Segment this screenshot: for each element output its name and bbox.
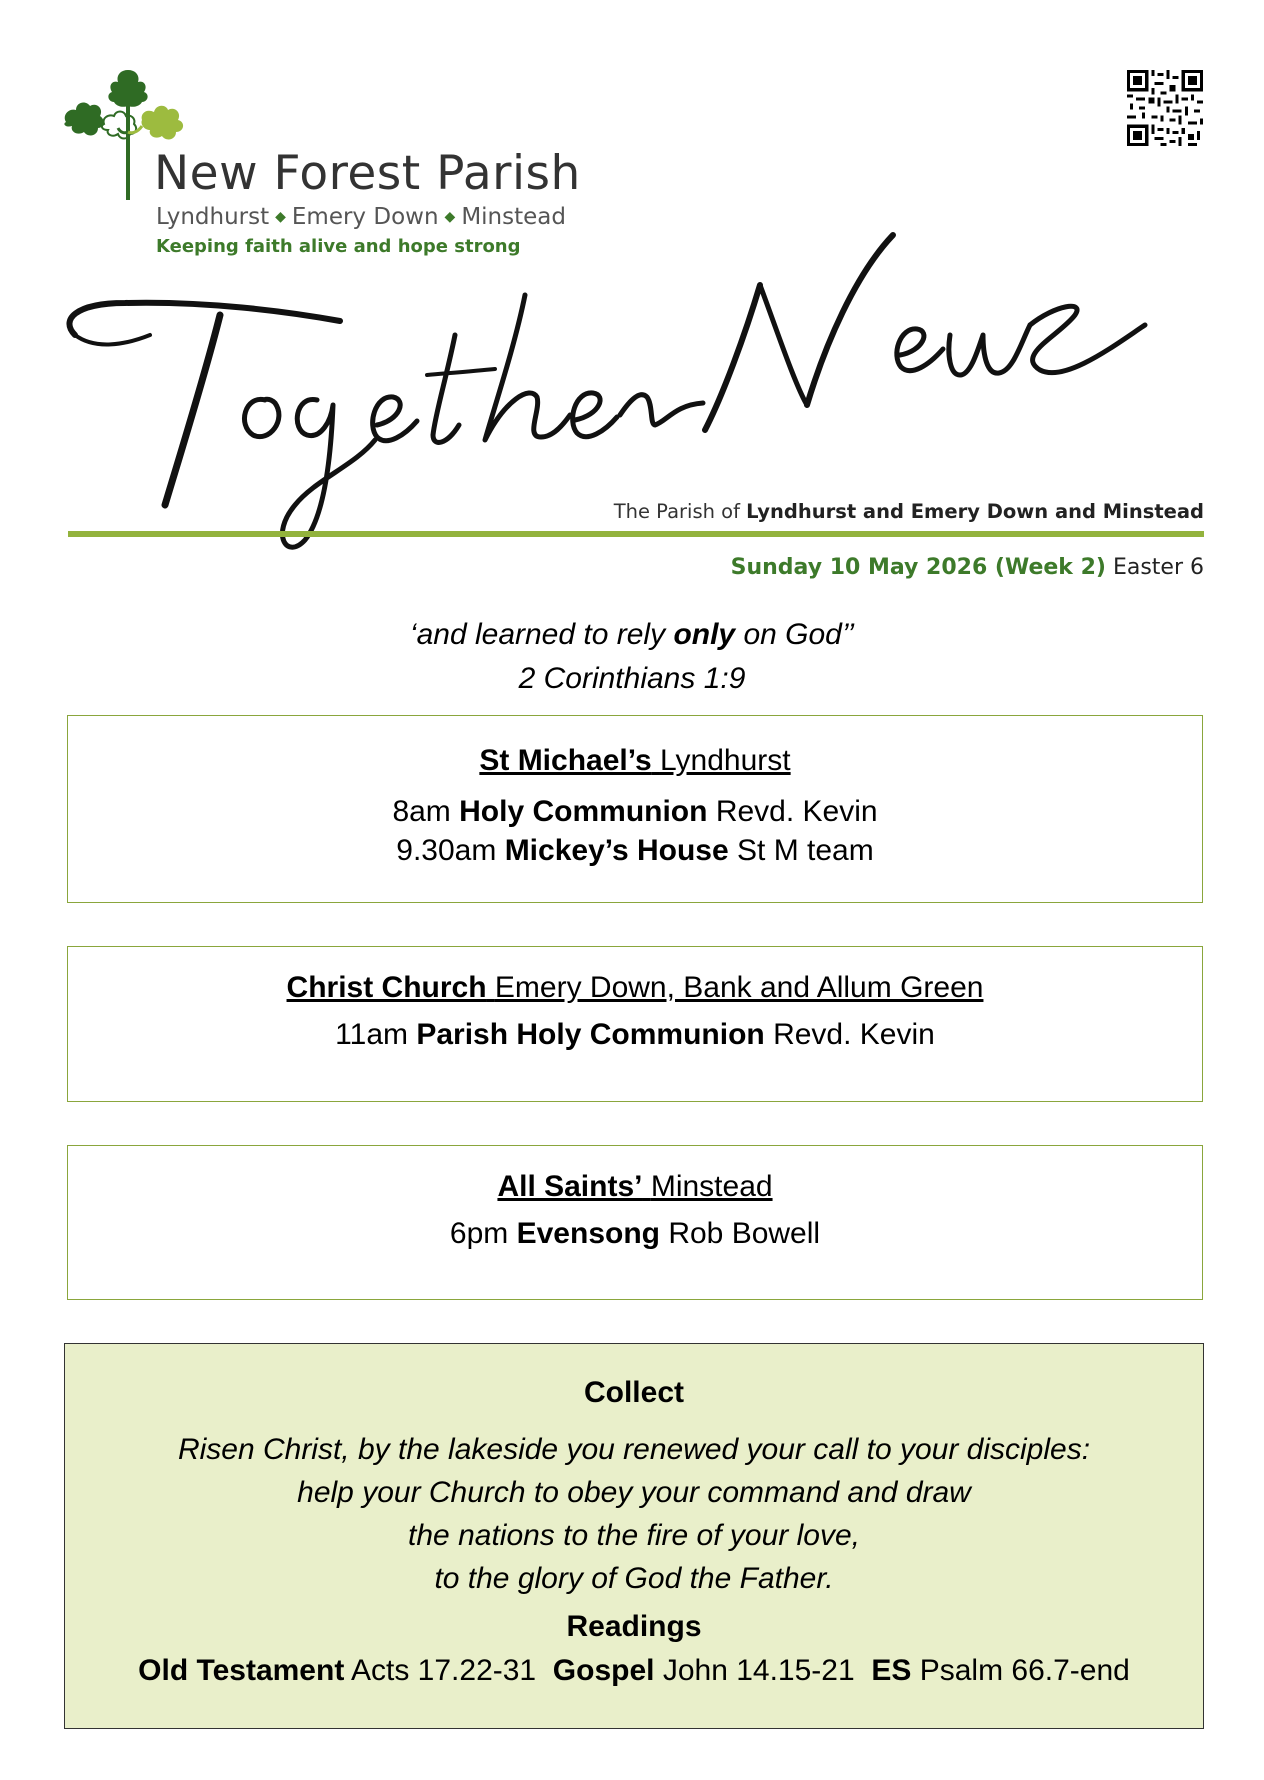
service-leader: St M team — [737, 834, 874, 867]
service-line — [68, 1214, 1202, 1253]
collect-line: help your Church to obey your command and draw — [297, 1476, 971, 1509]
reading-label: Gospel — [552, 1654, 655, 1687]
church-place: Minstead — [650, 1170, 773, 1203]
church-name: Christ Church — [286, 971, 487, 1004]
place-minstead: Minstead — [461, 204, 566, 230]
church-heading — [68, 971, 1202, 1005]
reading-ref: Psalm 66.7-end — [919, 1654, 1130, 1687]
church-name: St Michael’s — [479, 744, 652, 777]
diamond-separator-icon: ◆ — [444, 209, 456, 225]
service-box-st-michaels — [67, 715, 1203, 903]
service-line — [68, 831, 1202, 870]
service-leader: Rob Bowell — [668, 1217, 821, 1250]
service-name: Mickey’s House — [504, 834, 729, 867]
service-name: Holy Communion — [459, 795, 708, 828]
service-leader: Revd. Kevin — [773, 1018, 935, 1051]
service-line — [68, 1015, 1202, 1054]
reading-label: Old Testament — [138, 1654, 345, 1687]
parish-names: Lyndhurst and Emery Down and Minstead — [746, 500, 1204, 523]
collect-line: the nations to the fire of your love, — [408, 1519, 860, 1552]
date-line — [731, 555, 1204, 580]
collect-title: Collect — [583, 1376, 685, 1409]
place-lyndhurst: Lyndhurst — [156, 204, 270, 230]
service-date: Sunday 10 May 2026 (Week 2) — [730, 555, 1106, 580]
diamond-separator-icon: ◆ — [275, 209, 286, 225]
service-box-all-saints — [67, 1145, 1203, 1300]
readings-line — [65, 1654, 1203, 1688]
reading-ref: Acts 17.22-31 — [351, 1654, 537, 1687]
header-divider — [68, 531, 1204, 537]
collect-line: to the glory of God the Father. — [434, 1562, 834, 1595]
service-box-christ-church — [67, 946, 1203, 1102]
church-place: Emery Down, Bank and Allum Green — [494, 971, 984, 1004]
verse-quote-end: on God’’ — [743, 618, 855, 651]
service-line — [68, 792, 1202, 831]
organisation-name: New Forest Parish — [154, 146, 581, 201]
verse-quote-emphasis: only — [673, 618, 736, 651]
collect-line: Risen Christ, by the lakeside you renewed your call to your disciples: — [177, 1433, 1091, 1466]
church-heading — [68, 744, 1202, 778]
reading-label: ES — [871, 1654, 912, 1687]
service-name: Evensong — [516, 1217, 660, 1250]
parish-prefix: The Parish of — [613, 500, 740, 523]
service-time: 11am — [335, 1018, 408, 1051]
qr-code-icon[interactable] — [1127, 70, 1203, 146]
service-leader: Revd. Kevin — [715, 795, 878, 828]
reading-ref: John 14.15-21 — [662, 1654, 855, 1687]
collect-text — [65, 1428, 1203, 1600]
collect-box — [64, 1343, 1204, 1729]
service-time: 8am — [392, 795, 451, 828]
readings-title: Readings — [566, 1610, 702, 1643]
church-name: All Saints’ — [497, 1170, 643, 1203]
church-heading — [68, 1170, 1202, 1204]
service-name: Parish Holy Communion — [416, 1018, 765, 1051]
verse-reference: 2 Corinthians 1:9 — [518, 662, 746, 695]
verse-quote-start: ‘and learned to rely — [409, 618, 666, 651]
verse-quote — [0, 618, 1264, 652]
parish-line — [614, 500, 1204, 523]
liturgical-season: Easter 6 — [1112, 555, 1204, 580]
service-time: 9.30am — [396, 834, 497, 867]
place-emery-down: Emery Down — [291, 204, 439, 230]
church-place: Lyndhurst — [659, 744, 791, 777]
service-time: 6pm — [449, 1217, 509, 1250]
organisation-tagline: Keeping faith alive and hope strong — [156, 236, 521, 257]
